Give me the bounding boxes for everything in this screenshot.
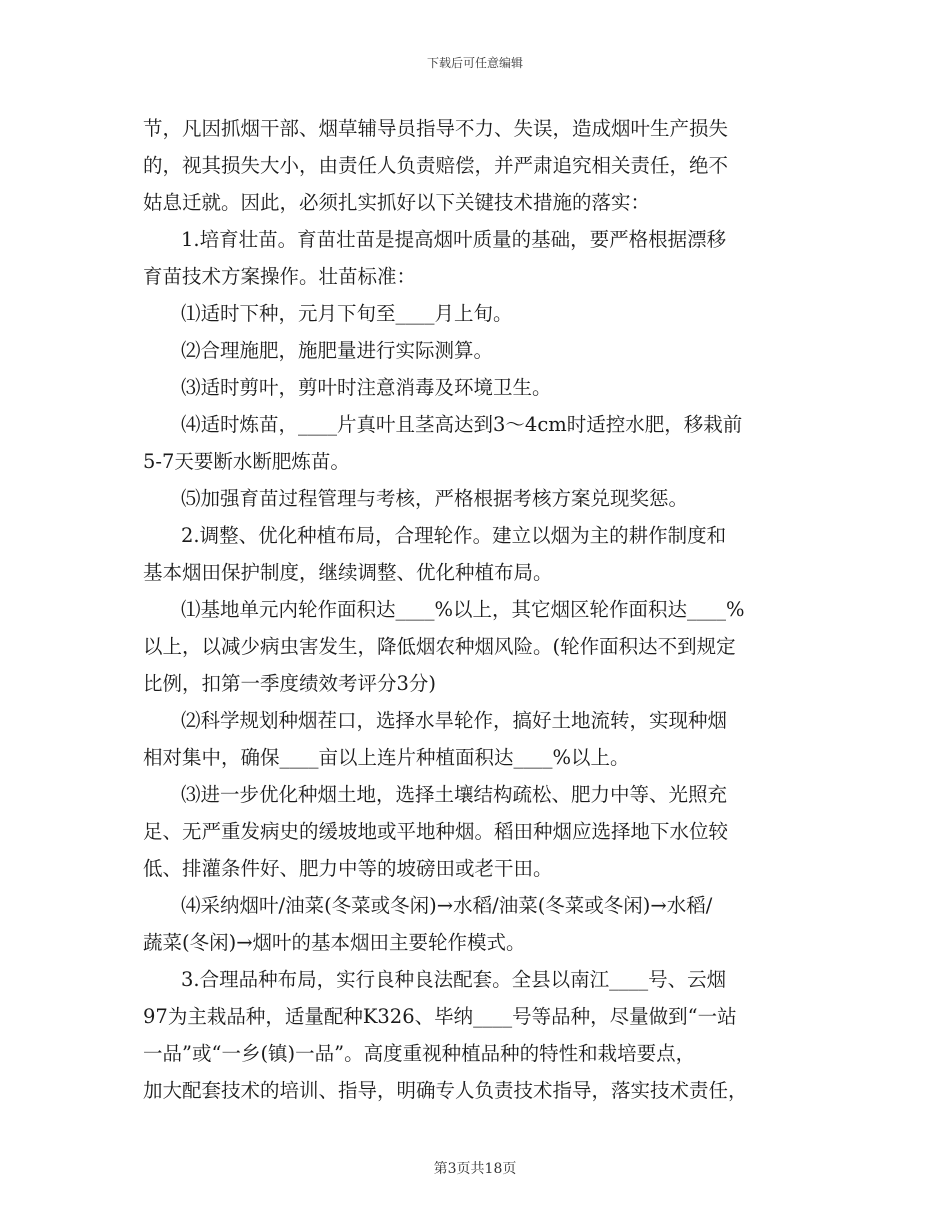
text-line: ⑶进一步优化种烟土地，选择土壤结构疏松、肥力中等、光照充: [181, 783, 728, 806]
text-line: ⑶适时剪叶，剪叶时注意消毒及环境卫生。: [181, 376, 552, 399]
text-line: 3.合理品种布局，实行良种良法配套。全县以南江____号、云烟: [181, 968, 727, 991]
text-line: 97为主栽品种，适量配种K326、毕纳____号等品种，尽量做到“一站: [143, 1005, 737, 1028]
text-line: 节，凡因抓烟干部、烟草辅导员指导不力、失误，造成烟叶生产损失: [143, 117, 729, 140]
document-body: [143, 110, 808, 1109]
page-header: 下载后可任意编辑: [426, 56, 523, 70]
text-line: 相对集中，确保____亩以上连片种植面积达____%以上。: [143, 746, 630, 769]
text-line: 足、无严重发病史的缓坡地或平地种烟。稻田种烟应选择地下水位较: [143, 820, 729, 843]
text-line: 5-7天要断水断肥炼苗。: [143, 450, 350, 473]
text-line: 基本烟田保护制度，继续调整、优化种植布局。: [143, 561, 553, 584]
page-footer: 第3页共18页: [433, 1161, 517, 1177]
text-line: 育苗技术方案操作。壮苗标准：: [143, 265, 417, 288]
text-line: ⑵合理施肥，施肥量进行实际测算。: [181, 339, 494, 362]
text-line: ⑸加强育苗过程管理与考核，严格根据考核方案兑现奖惩。: [181, 487, 689, 510]
text-line: ⑷适时炼苗，____片真叶且茎高达到3～4cm时适控水肥，移栽前: [181, 413, 743, 436]
text-line: ⑵科学规划种烟茬口，选择水旱轮作，搞好土地流转，实现种烟: [181, 709, 728, 732]
text-line: ⑴基地单元内轮作面积达____%以上，其它烟区轮作面积达____%: [181, 598, 745, 621]
text-line: 比例，扣第一季度绩效考评分3分): [143, 672, 437, 695]
text-line: 姑息迁就。因此，必须扎实抓好以下关键技术措施的落实：: [143, 191, 651, 214]
text-line: 蔬菜(冬闲)→烟叶的基本烟田主要轮作模式。: [143, 931, 526, 954]
text-line: ⑷采纳烟叶/油菜(冬菜或冬闲)→水稻/油菜(冬菜或冬闲)→水稻/: [181, 894, 713, 917]
text-line: ⑴适时下种，元月下旬至____月上旬。: [181, 302, 513, 325]
text-line: 一品”或“一乡(镇)一品”。高度重视种植品种的特性和栽培要点，: [143, 1042, 696, 1065]
text-line: 的，视其损失大小，由责任人负责赔偿，并严肃追究相关责任，绝不: [143, 154, 729, 177]
text-line: 1.培育壮苗。育苗壮苗是提高烟叶质量的基础，要严格根据漂移: [181, 228, 727, 251]
text-line: 加大配套技术的培训、指导，明确专人负责技术指导，落实技术责任，: [143, 1079, 748, 1102]
text-line: 低、排灌条件好、肥力中等的坡磅田或老干田。: [143, 857, 553, 880]
text-line: 以上，以减少病虫害发生，降低烟农种烟风险。(轮作面积达不到规定: [143, 635, 736, 658]
text-line: 2.调整、优化种植布局，合理轮作。建立以烟为主的耕作制度和: [181, 524, 727, 547]
